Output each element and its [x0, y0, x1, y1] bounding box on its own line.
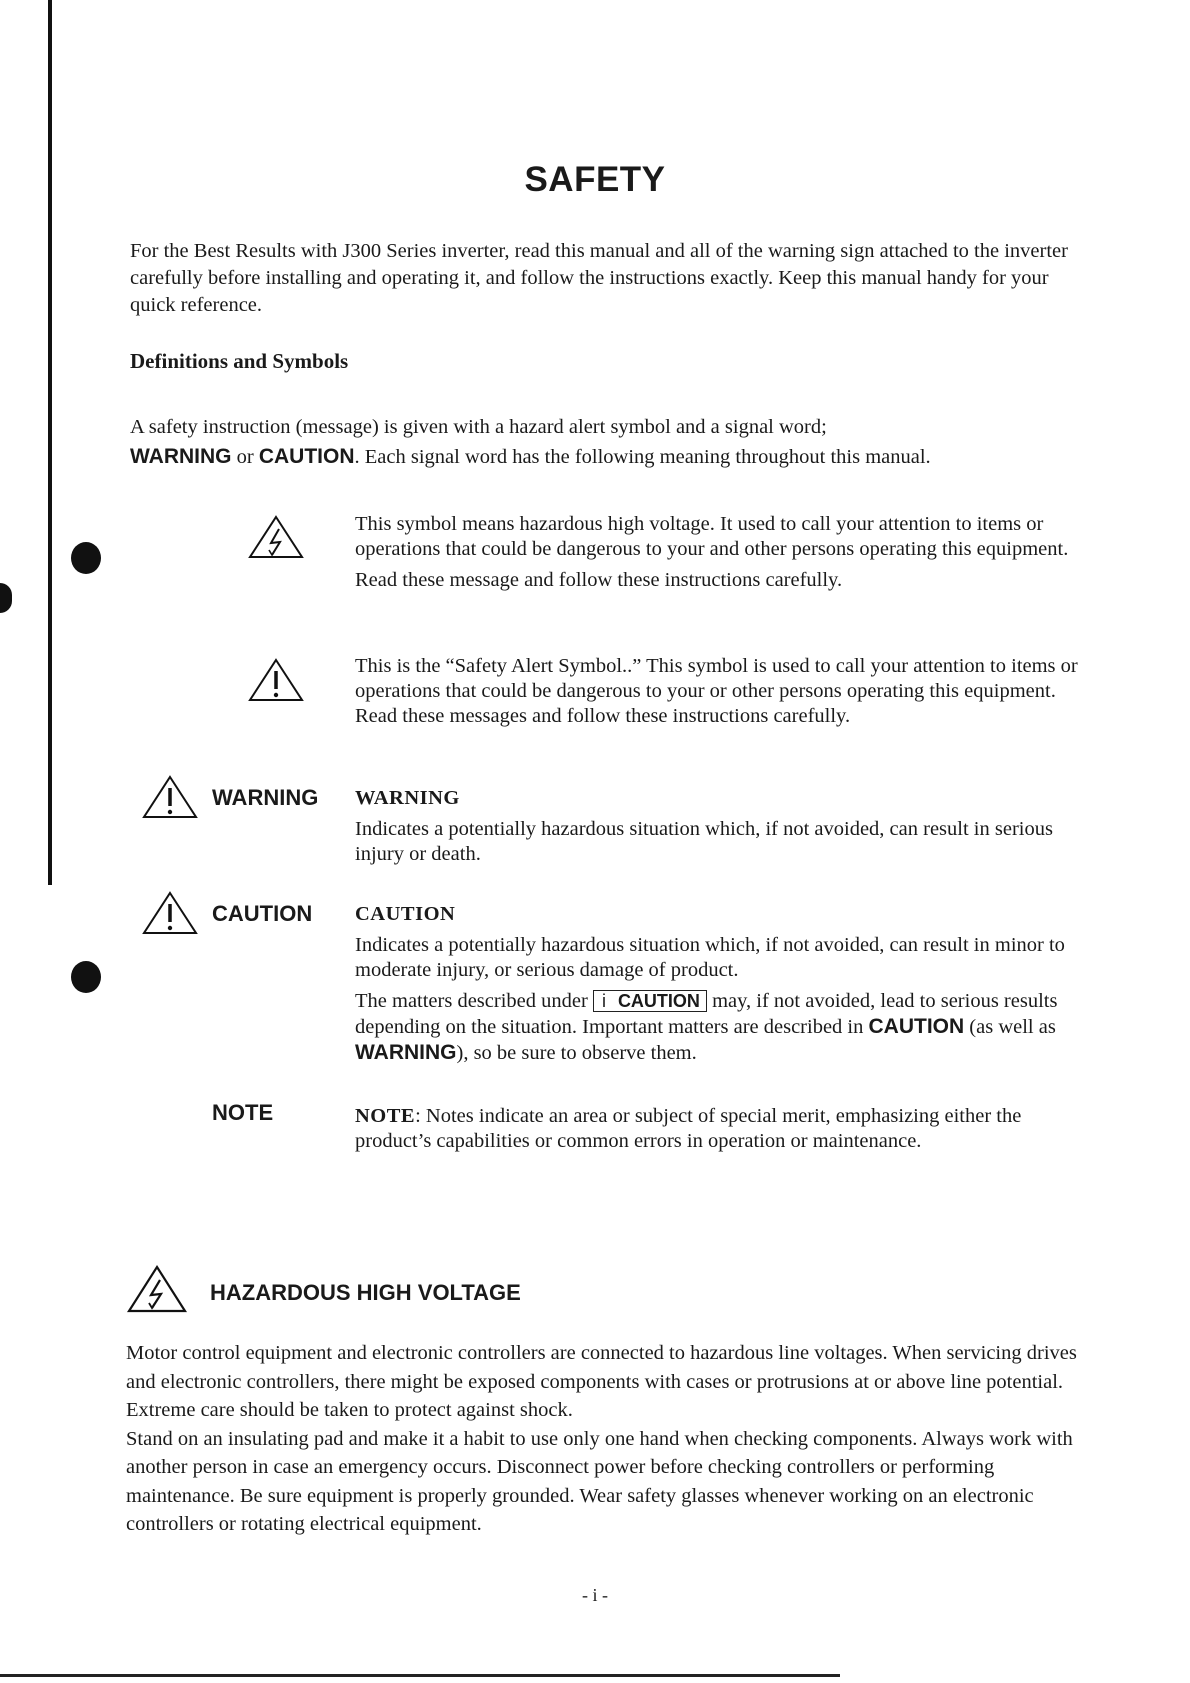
punch-hole-mark [71, 961, 101, 993]
safety-intro-or: or [231, 446, 259, 468]
hazard-paragraph-2: Stand on an insulating pad and make it a habit to use only one hand when checking components. Always work with another person in case an emergency occurs. Disconnect power before checking controllers or performing maintenance. Be sure equipment is properly grounded. Wear safety glasses whenever working on an electronic controllers or rotating electrical equipment. [126, 1427, 1073, 1535]
bottom-edge-line [0, 1674, 840, 1677]
warning-alert-icon [141, 774, 199, 820]
note-description [355, 1104, 1090, 1160]
punch-hole-mark [71, 542, 101, 574]
hazard-paragraph-1: Motor control equipment and electronic controllers are connected to hazardous line voltages. When servicing drives and electronic controllers, there might be exposed components with cases or protrusions at or above line potential. Extreme care should be taken to protect against shock. [126, 1342, 1077, 1421]
caution-box-badge [593, 990, 707, 1012]
warning-label: WARNING [212, 785, 319, 810]
hazard-heading: HAZARDOUS HIGH VOLTAGE [210, 1280, 521, 1305]
definitions-heading: Definitions and Symbols [130, 349, 349, 373]
high-voltage-icon [247, 514, 305, 560]
info-i-icon: i [601, 991, 606, 1011]
safety-instruction-paragraph [130, 413, 1090, 472]
caution-description [355, 902, 1090, 1072]
caution-alert-icon [141, 890, 199, 936]
safety-alert-icon [247, 657, 305, 703]
safety-alert-text: This is the “Safety Alert Symbol..” This symbol is used to call your attention to items or operations that could be dangerous to your or other persons operating this equipment. Read these messages and follow these instructions carefully. [355, 655, 1078, 727]
warning-inline-word: WARNING [355, 1041, 457, 1064]
caution-matters-mid: may, if not avoided, lead to serious results depending on the situation. Important matters are described in [355, 990, 1058, 1038]
warning-description [355, 786, 1090, 873]
signal-word-warning: WARNING [130, 445, 232, 468]
caution-text: Indicates a potentially hazardous situation which, if not avoided, can result in minor to moderate injury, or serious damage of product. [355, 934, 1065, 981]
high-voltage-description [355, 512, 1090, 599]
note-term: NOTE [355, 1105, 416, 1127]
caution-label: CAUTION [212, 901, 313, 926]
note-label: NOTE [212, 1100, 274, 1125]
caution-matters-as: (as well as [964, 1016, 1056, 1038]
caution-matters-pre: The matters described under [355, 990, 593, 1012]
binder-tab-mark [0, 583, 12, 613]
note-body: : Notes indicate an area or subject of special merit, emphasizing either the product’s capabilities or common errors in operation or maintenance. [355, 1105, 1022, 1152]
safety-intro-rest: . Each signal word has the following meaning throughout this manual. [354, 446, 931, 468]
caution-box-word: CAUTION [617, 991, 700, 1011]
intro-paragraph: For the Best Results with J300 Series inverter, read this manual and all of the warning sign attached to the inverter carefully before installing and operating it, and follow the instructions exactly. Keep this manual handy for your quick reference. [130, 240, 1068, 316]
warning-heading: WARNING [355, 787, 460, 809]
hazard-body [126, 1339, 1091, 1539]
safety-alert-description [355, 654, 1090, 735]
page-number: - i - [582, 1585, 608, 1605]
signal-word-caution: CAUTION [258, 445, 355, 468]
page-title: SAFETY [524, 160, 666, 199]
caution-matters-end: ), so be sure to observe them. [456, 1042, 697, 1064]
warning-text: Indicates a potentially hazardous situation which, if not avoided, can result in serious injury or death. [355, 818, 1053, 865]
caution-heading: CAUTION [355, 903, 456, 925]
high-voltage-instruction: Read these message and follow these instructions carefully. [355, 569, 843, 591]
safety-intro-line1: A safety instruction (message) is given with a hazard alert symbol and a signal word; [130, 416, 827, 438]
binding-edge-line [48, 0, 52, 885]
high-voltage-text: This symbol means hazardous high voltage. It used to call your attention to items or operations that could be dangerous to your and other persons operating this equipment. [355, 513, 1069, 560]
note-text [355, 1104, 1090, 1154]
caution-inline-word: CAUTION [868, 1015, 965, 1038]
caution-matters-text [355, 989, 1090, 1066]
high-voltage-icon [126, 1264, 188, 1314]
